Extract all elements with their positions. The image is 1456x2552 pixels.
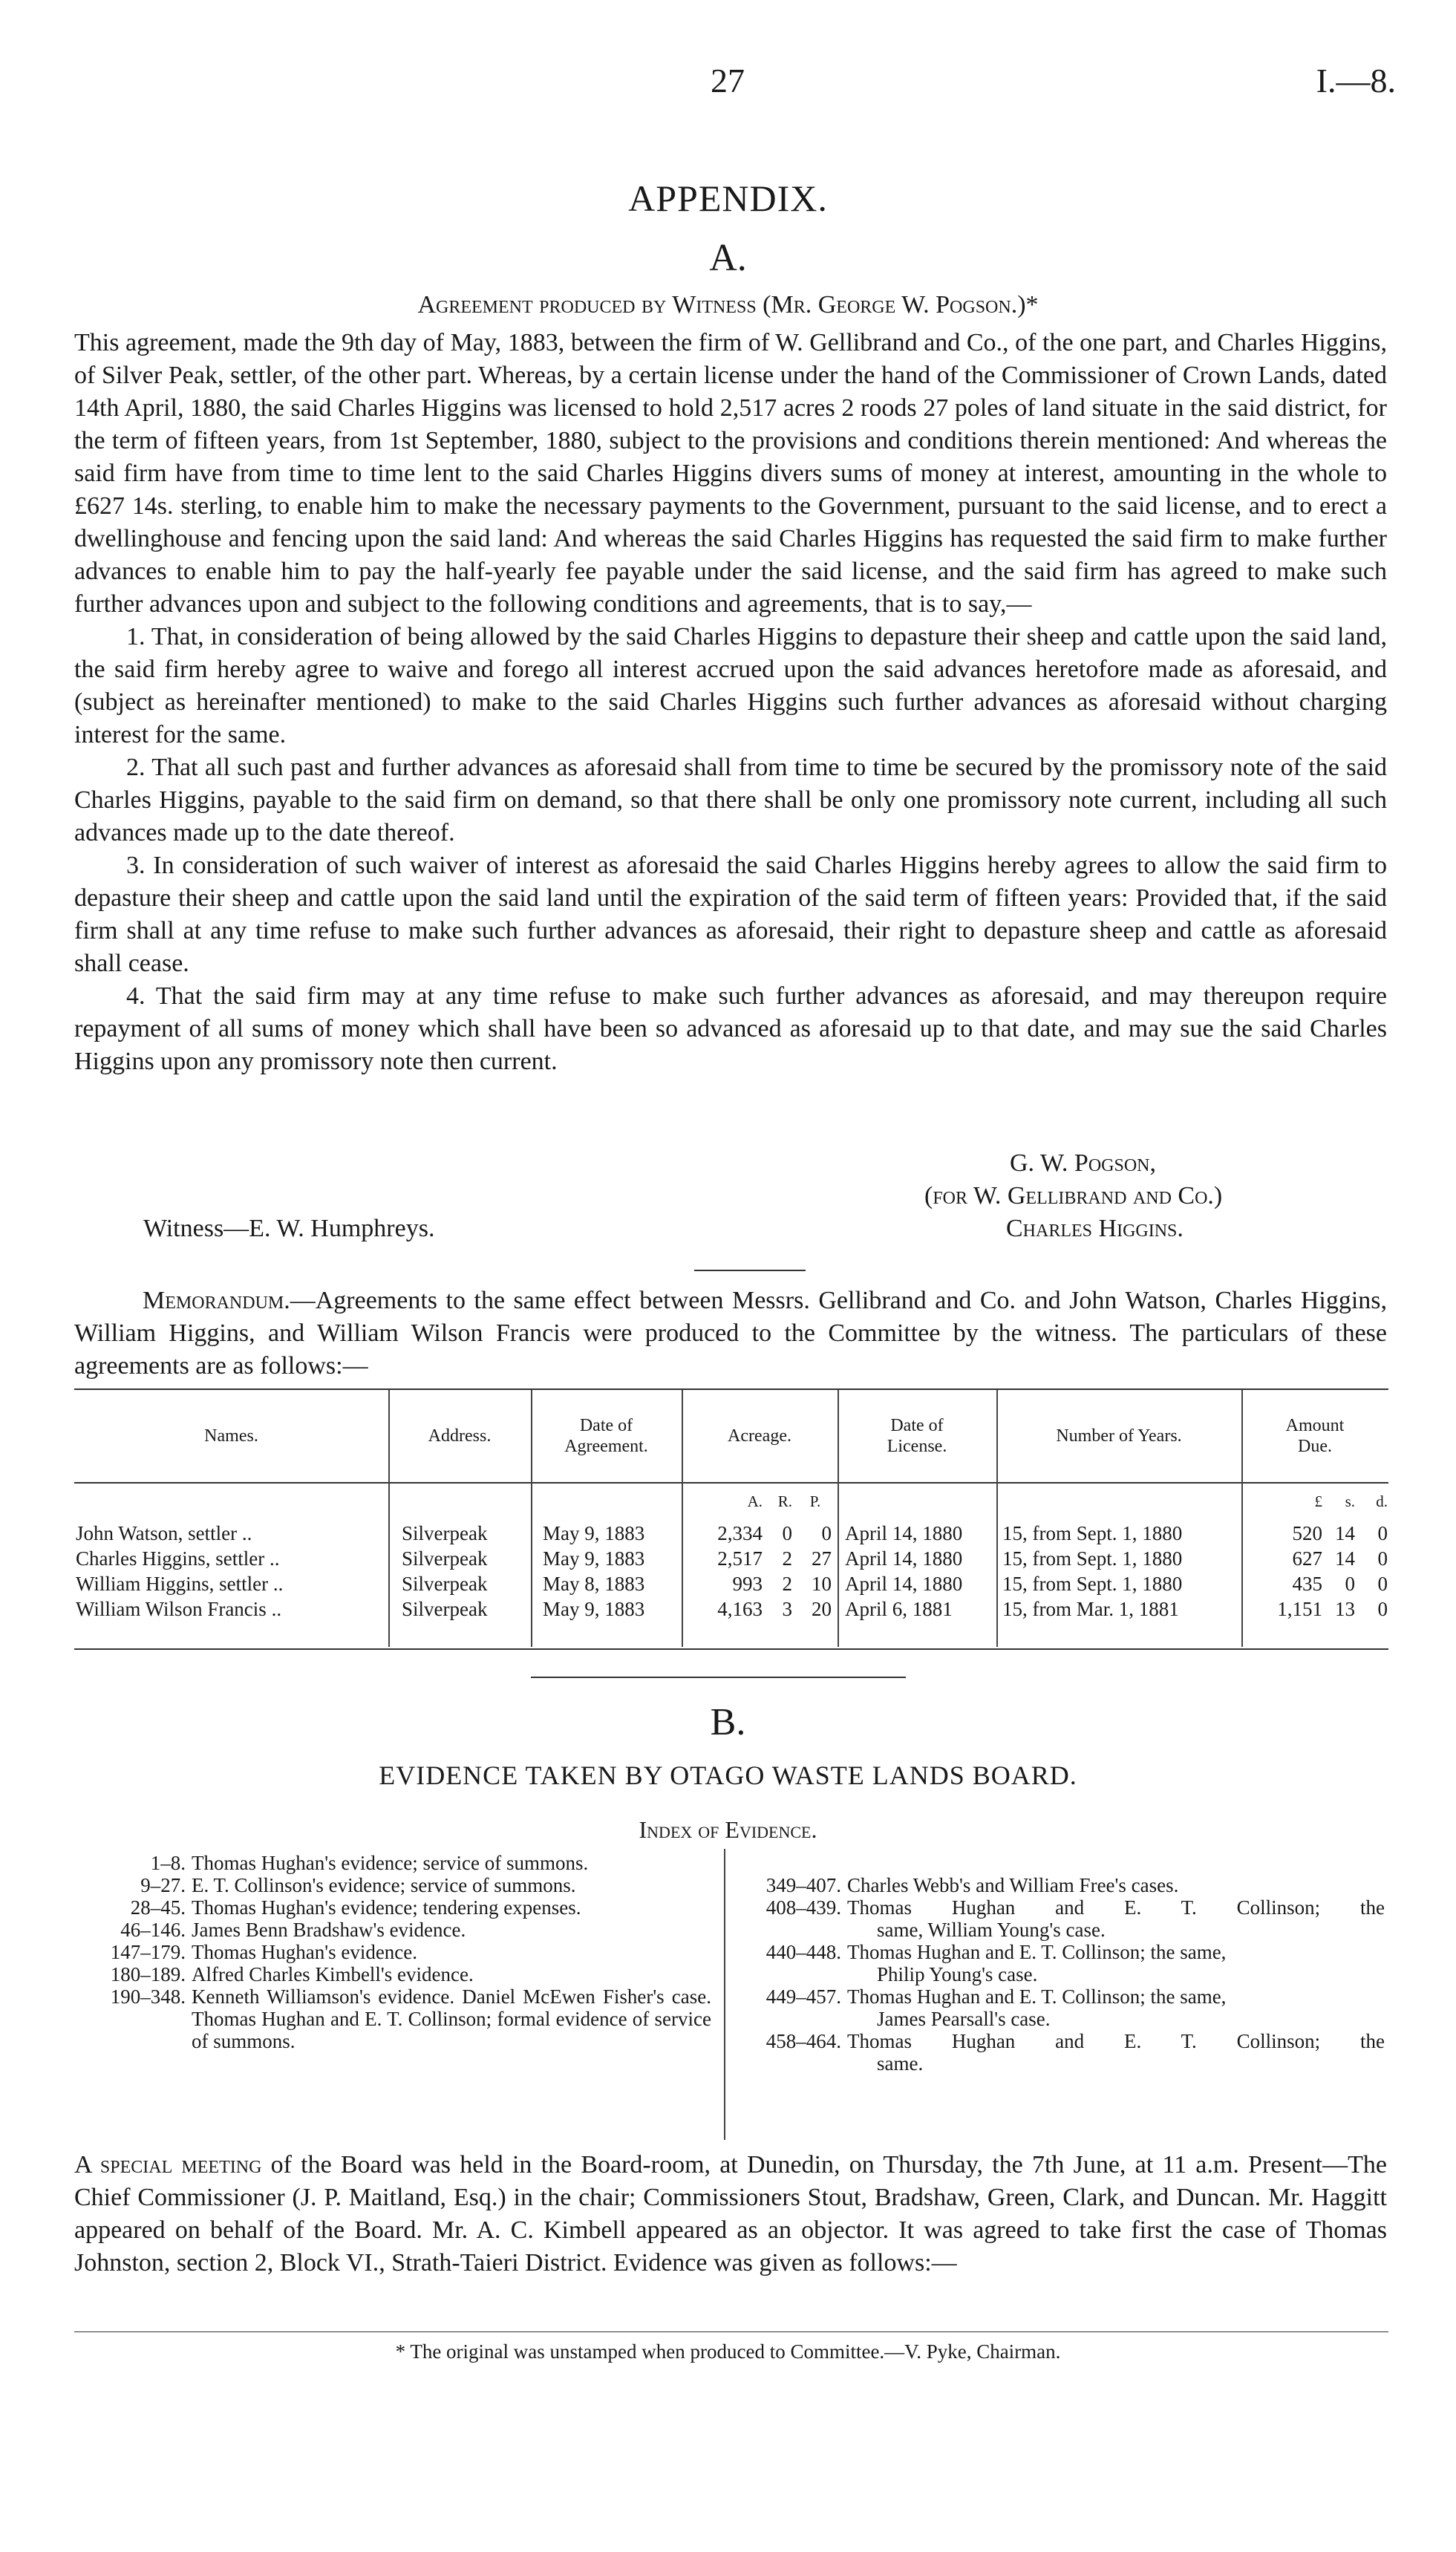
cell-poles: 20	[812, 1598, 832, 1620]
index-entry	[731, 1896, 1385, 1941]
cell-pounds: 520	[1292, 1522, 1322, 1544]
index-title: Index of Evidence.	[639, 1816, 817, 1843]
cell-pounds: 1,151	[1277, 1598, 1322, 1620]
index-range: 28–45.	[130, 1896, 186, 1919]
cell-name: Charles Higgins, settler	[76, 1547, 265, 1570]
unit-acres: A.	[747, 1492, 763, 1510]
agreement-body	[74, 327, 1387, 1078]
index-entry	[67, 1919, 711, 1941]
index-text	[847, 2030, 1385, 2075]
cell-years: 15, from Sept. 1, 1880	[1002, 1573, 1183, 1595]
memorandum-label: Memorandum.	[143, 1287, 290, 1314]
col-header-acreage: Acreage.	[728, 1426, 791, 1446]
signature-pogson: G. W. Pogson,	[1010, 1149, 1156, 1177]
cell-pounds: 435	[1292, 1573, 1322, 1595]
cell-years: 15, from Mar. 1, 1881	[1002, 1598, 1179, 1620]
section-a-heading: Agreement produced by Witness (Mr. George W. Pogson.)*	[417, 291, 1039, 319]
index-text-line: Thomas Hughan and E. T. Collinson; the	[847, 2030, 1385, 2052]
col-header-amount: Amount Due.	[1285, 1416, 1345, 1456]
index-range: 458–464.	[765, 2030, 841, 2052]
index-text-cont: same.	[877, 2052, 924, 2075]
unit-poles: P.	[809, 1492, 821, 1510]
index-entry	[67, 1874, 711, 1896]
cell-pence: 0	[1377, 1573, 1388, 1595]
memorandum-text: —Agreements to the same effect between Messrs. Gellibrand and Co. and John Watson, Charles Higgins, William Higgins, and William Wilson Francis were produced to the Committee by the witness. The particulars of these agreements are as follows:—	[74, 1287, 1387, 1380]
cell-shillings: 14	[1335, 1547, 1355, 1570]
agreement-clause: 2. That all such past and further advances as aforesaid shall from time to time be secured by the promissory note of the said Charles Higgins, payable to the said firm on demand, so that there shall be only one promissory note current, including all such advances made up to the date thereof.	[74, 754, 1387, 846]
unit-pounds: £	[1314, 1492, 1322, 1510]
col-header-license: Date of License.	[887, 1416, 947, 1456]
col-header-years: Number of Years.	[1056, 1426, 1182, 1446]
cell-license: April 6, 1881	[845, 1598, 953, 1620]
unit-roods: R.	[777, 1492, 792, 1510]
index-entry	[731, 1941, 1385, 1985]
section-a-letter: A.	[709, 237, 747, 279]
cell-pence: 0	[1377, 1522, 1388, 1544]
cell-roods: 0	[782, 1522, 792, 1544]
cell-pence: 0	[1377, 1598, 1388, 1620]
cell-agreement: May 9, 1883	[543, 1598, 645, 1620]
index-text-line: Thomas Hughan and E. T. Collinson; the	[847, 1896, 1385, 1919]
cell-acres: 4,163	[717, 1598, 763, 1620]
cell-address: Silverpeak	[402, 1522, 488, 1544]
divider	[694, 1270, 806, 1271]
cell-roods: 3	[782, 1598, 792, 1620]
index-entry	[67, 1985, 711, 2052]
index-text	[847, 1941, 1385, 1985]
index-text-line: Thomas Hughan and E. T. Collinson; the same,	[847, 1941, 1227, 1963]
table-row: William Wilson Francis .. Silverpeak May 9, 1883 4,163 3 20 April 6, 1881 15, from Mar. 1, 1881 1,151 13 0	[76, 1598, 1388, 1620]
cell-name: John Watson, settler	[76, 1522, 238, 1544]
index-text	[847, 1985, 1385, 2030]
cell-shillings: 14	[1335, 1522, 1355, 1544]
index-text: E. T. Collinson's evidence; service of summons.	[192, 1874, 576, 1896]
index-text-cont: Philip Young's case.	[877, 1963, 1038, 1985]
index-text-line: Charles Webb's and William Free's cases.	[847, 1874, 1179, 1896]
agreement-clause: 4. That the said firm may at any time refuse to make such further advances as aforesaid, and may thereupon require repayment of all sums of money which shall have been so advanced as aforesaid up to that date, and may sue the said Charles Higgins upon any promissory note then current.	[74, 982, 1387, 1075]
footnote-rule	[74, 2331, 1388, 2332]
section-b-letter: B.	[710, 1701, 746, 1743]
index-range: 147–179.	[110, 1941, 186, 1963]
section-divider	[531, 1677, 906, 1678]
cell-roods: 2	[782, 1547, 792, 1570]
col-header-address: Address.	[428, 1426, 492, 1446]
index-range: 449–457.	[765, 1985, 841, 2008]
index-entry	[731, 1874, 1385, 1896]
index-entry	[67, 1852, 711, 1874]
cell-years: 15, from Sept. 1, 1880	[1002, 1522, 1183, 1544]
index-text	[847, 1896, 1385, 1941]
index-range: 180–189.	[110, 1963, 186, 1985]
cell-pounds: 627	[1292, 1547, 1322, 1570]
index-text: Thomas Hughan's evidence; tendering expenses.	[192, 1896, 581, 1919]
table-row: William Higgins, settler .. Silverpeak May 8, 1883 993 2 10 April 14, 1880 15, from Sept. 1, 1880 435 0 0	[76, 1573, 1388, 1595]
unit-pence: d.	[1376, 1492, 1388, 1510]
index-text-cont: same, William Young's case.	[877, 1919, 1106, 1941]
particulars-table	[74, 1390, 1388, 1622]
index-entry	[731, 1985, 1385, 2030]
cell-acres: 2,517	[717, 1547, 763, 1570]
cell-address: Silverpeak	[402, 1573, 488, 1595]
index-entry	[731, 2030, 1385, 2075]
cell-years: 15, from Sept. 1, 1880	[1002, 1547, 1183, 1570]
special-meeting-paragraph	[74, 2149, 1387, 2279]
index-text: Alfred Charles Kimbell's evidence.	[192, 1963, 474, 1985]
cell-address: Silverpeak	[402, 1598, 488, 1620]
special-meeting-label: A special meeting	[74, 2151, 262, 2179]
index-range: 349–407.	[765, 1874, 841, 1896]
table-row: Charles Higgins, settler .. Silverpeak May 9, 1883 2,517 2 27 April 14, 1880 15, from Sept. 1, 1880 627 14 0	[76, 1547, 1388, 1570]
footnote: * The original was unstamped when produced to Committee.—V. Pyke, Chairman.	[395, 2340, 1061, 2363]
index-text: James Benn Bradshaw's evidence.	[192, 1919, 466, 1941]
signature-for-firm: (for W. Gellibrand and Co.)	[924, 1182, 1223, 1210]
cell-pence: 0	[1377, 1547, 1388, 1570]
cell-poles: 10	[812, 1573, 832, 1595]
index-text-line: Thomas Hughan and E. T. Collinson; the same,	[847, 1985, 1227, 2008]
series-number: I.—8.	[1316, 62, 1396, 99]
unit-shillings: s.	[1345, 1492, 1355, 1510]
agreement-clause: 3. In consideration of such waiver of interest as aforesaid the said Charles Higgins hereby agrees to allow the said firm to depasture their sheep and cattle upon the said land until the expiration of the said term of fifteen years: Provided that, if the said firm shall at any time refuse to make such further advances as aforesaid, their right to depasture sheep and cattle as aforesaid shall cease.	[74, 852, 1387, 977]
index-text: Thomas Hughan's evidence.	[192, 1941, 418, 1963]
index-divider	[724, 1849, 725, 2140]
index-entry	[67, 1896, 711, 1919]
page-number: 27	[711, 62, 745, 99]
cell-acres: 993	[732, 1573, 763, 1595]
cell-license: April 14, 1880	[845, 1522, 963, 1544]
cell-poles: 27	[812, 1547, 832, 1570]
cell-shillings: 13	[1335, 1598, 1355, 1620]
table-bottom-rule	[74, 1648, 1388, 1650]
cell-acres: 2,334	[717, 1522, 763, 1544]
index-range: 1–8.	[150, 1852, 186, 1874]
memorandum	[74, 1285, 1387, 1383]
cell-name: William Higgins, settler	[76, 1573, 269, 1595]
agreement-clause: 1. That, in consideration of being allowed by the said Charles Higgins to depasture their sheep and cattle upon the said land, the said firm hereby agree to waive and forego all interest accrued upon the said advances heretofore made as aforesaid, and (subject as hereinafter mentioned) to make to the said Charles Higgins such further advances as aforesaid without charging interest for the same.	[74, 623, 1387, 748]
col-header-names: Names.	[204, 1426, 258, 1446]
cell-agreement: May 9, 1883	[543, 1547, 645, 1570]
index-range: 408–439.	[765, 1896, 841, 1919]
index-right-column	[731, 1874, 1385, 2075]
cell-license: April 14, 1880	[845, 1547, 963, 1570]
index-range: 9–27.	[140, 1874, 186, 1896]
agreement-intro: This agreement, made the 9th day of May, 1883, between the firm of W. Gellibrand and Co., of the one part, and Charles Higgins, of Silver Peak, settler, of the other part. Whereas, by a certain license under the hand of the Commissioner of Crown Lands, dated 14th April, 1880, the said Charles Higgins was licensed to hold 2,517 acres 2 roods 27 poles of land situate in the said district, for the term of fifteen years, from 1st September, 1880, subject to the provisions and conditions therein mentioned: And whereas the said firm have from time to time lent to the said Charles Higgins divers sums of money at interest, amounting in the whole to £627 14s. sterling, to enable him to make the necessary payments to the Government, pursuant to the said license, and to erect a dwellinghouse and fencing upon the said land: And whereas the said Charles Higgins has requested the said firm to make further advances to enable him to pay the half-yearly fee payable under the said license, and the said firm has agreed to make such further advances upon and subject to the following conditions and agreements, that is to say,—	[74, 329, 1387, 618]
cell-poles: 0	[821, 1522, 832, 1544]
cell-roods: 2	[782, 1573, 792, 1595]
cell-shillings: 0	[1345, 1573, 1355, 1595]
cell-agreement: May 9, 1883	[543, 1522, 645, 1544]
cell-address: Silverpeak	[402, 1547, 488, 1570]
index-text-cont: James Pearsall's case.	[877, 2008, 1051, 2030]
index-range: 190–348.	[110, 1985, 186, 2008]
index-range: 46–146.	[120, 1919, 186, 1941]
special-meeting-text: of the Board was held in the Board-room, at Dunedin, on Thursday, the 7th June, at 11 a.m. Present—The Chief Commissioner (J. P. Maitland, Esq.) in the chair; Commissioners Stout, Bradshaw, Green, Clark, and Duncan. Mr. Haggitt appeared on behalf of the Board. Mr. A. C. Kimbell appeared as an objector. It was agreed to take first the case of Thomas Johnston, section 2, Block VI., Strath-Taieri District. Evidence was given as follows:—	[74, 2151, 1387, 2277]
index-range: 440–448.	[765, 1941, 841, 1963]
col-header-agreement: Date of Agreement.	[564, 1416, 648, 1456]
index-entry	[67, 1941, 711, 1963]
cell-license: April 14, 1880	[845, 1573, 963, 1595]
index-left-column	[67, 1852, 711, 2052]
index-entry	[67, 1963, 711, 1985]
index-text: Thomas Hughan's evidence; service of summons.	[192, 1852, 589, 1874]
witness-line: Witness—E. W. Humphreys.	[143, 1215, 435, 1242]
appendix-title: APPENDIX.	[628, 177, 828, 219]
index-text	[847, 1874, 1385, 1896]
cell-name: William Wilson Francis	[76, 1598, 267, 1620]
cell-agreement: May 8, 1883	[543, 1573, 645, 1595]
table-row: John Watson, settler .. Silverpeak May 9, 1883 2,334 0 0 April 14, 1880 15, from Sept. 1, 1880 520 14 0	[76, 1522, 1388, 1544]
section-b-title: EVIDENCE TAKEN BY OTAGO WASTE LANDS BOARD.	[379, 1760, 1077, 1790]
index-text: Kenneth Williamson's evidence. Daniel McEwen Fisher's case. Thomas Hughan and E. T. Collinson; formal evidence of service of summons.	[192, 1985, 711, 2052]
signature-higgins: Charles Higgins.	[1006, 1215, 1184, 1242]
